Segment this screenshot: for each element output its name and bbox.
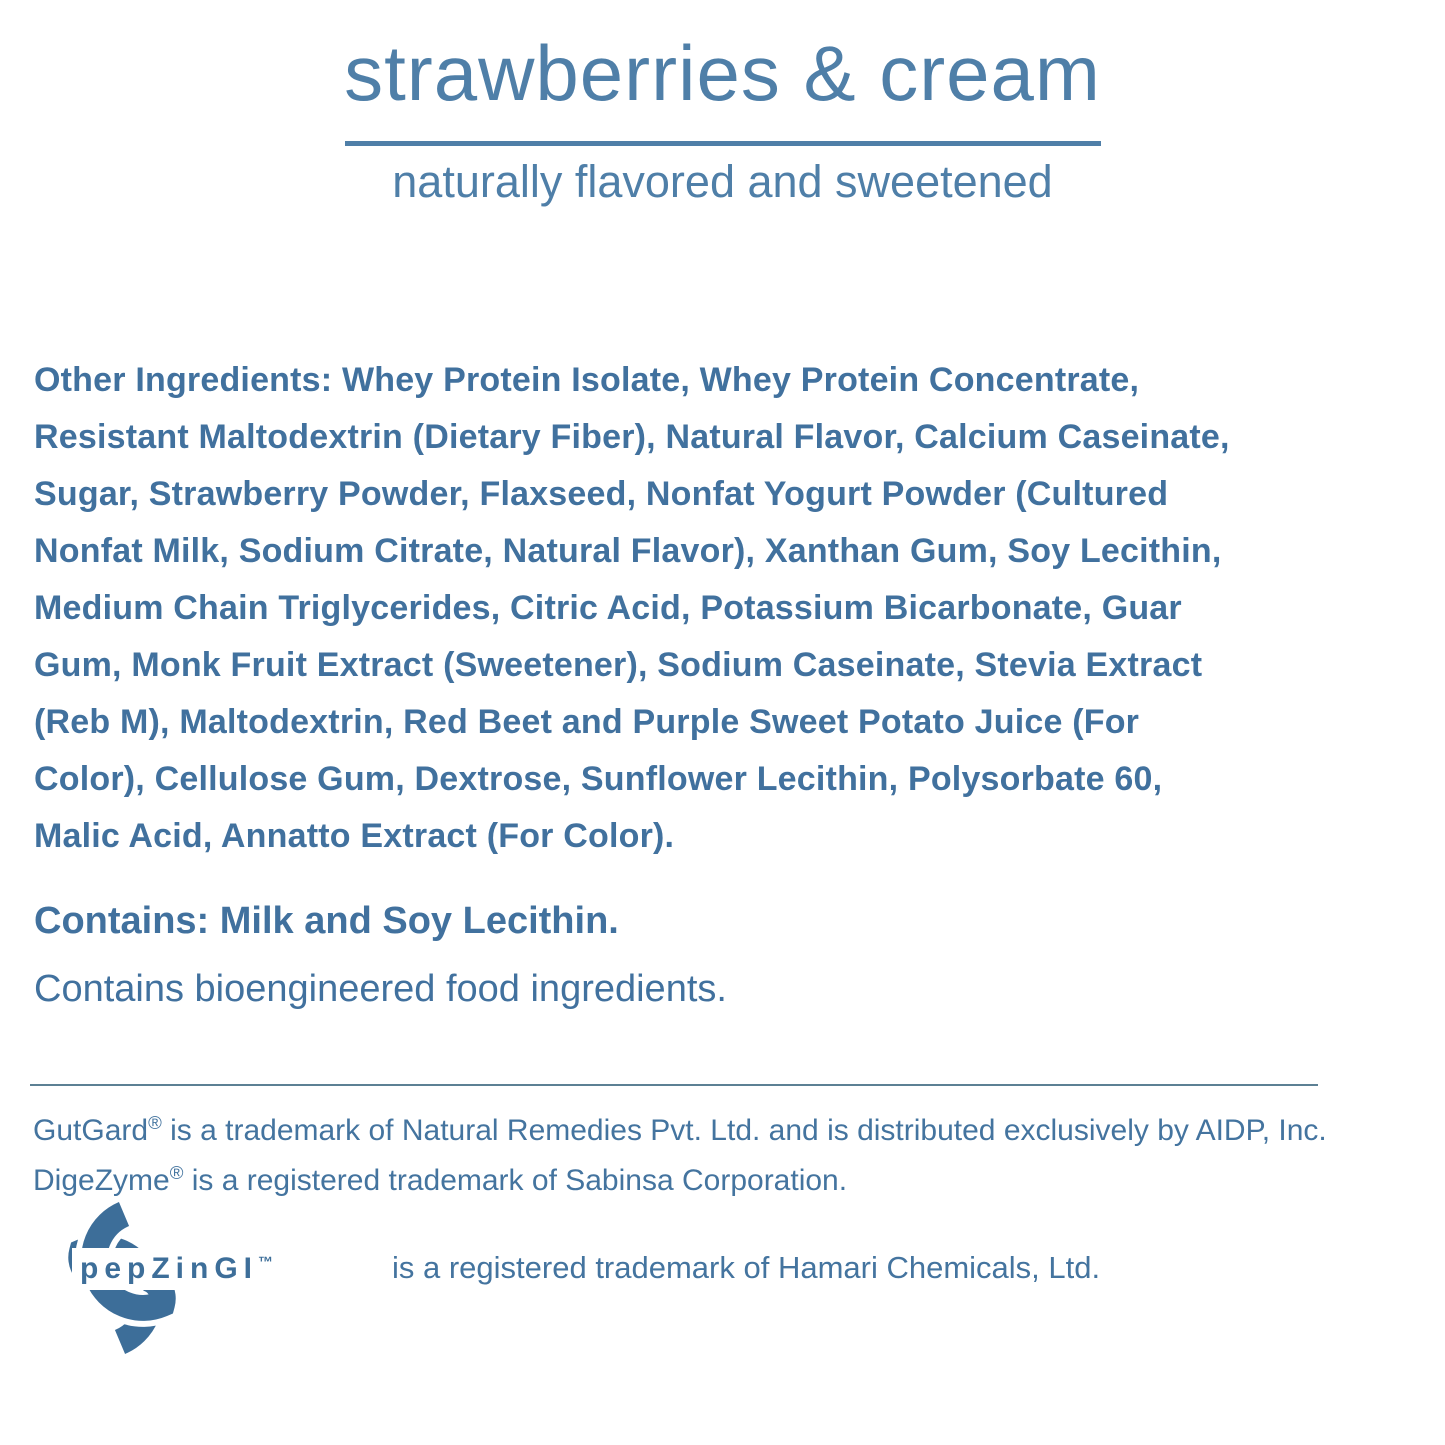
ingredients-line bbox=[34, 352, 1420, 409]
title-underline bbox=[345, 141, 1101, 146]
allergen-label: Contains: bbox=[34, 900, 210, 942]
trademark-mark-icon: ™ bbox=[258, 1254, 273, 1271]
product-flavor-title: strawberries & cream bbox=[344, 29, 1101, 117]
gutgard-name: GutGard bbox=[33, 1114, 149, 1147]
ingredients-line: Sugar, Strawberry Powder, Flaxseed, Nonfat Yogurt Powder (Cultured bbox=[34, 475, 1169, 513]
registered-mark-icon: ® bbox=[169, 1162, 184, 1183]
ingredients-first-line-text: Whey Protein Isolate, Whey Protein Concentrate, bbox=[332, 361, 1140, 399]
pepzingi-trademark-row bbox=[0, 1198, 1445, 1358]
gutgard-trademark-line bbox=[33, 1113, 1327, 1149]
other-ingredients-label: Other Ingredients: bbox=[34, 361, 333, 399]
digezyme-name: DigeZyme bbox=[33, 1164, 170, 1197]
ingredients-line: Gum, Monk Fruit Extract (Sweetener), Sodium Caseinate, Stevia Extract bbox=[34, 646, 1203, 684]
ingredients-line: Color), Cellulose Gum, Dextrose, Sunflower Lecithin, Polysorbate 60, bbox=[34, 760, 1163, 798]
pepzingi-wordmark: pepZinGI bbox=[80, 1252, 258, 1285]
ingredients-line: Malic Acid, Annatto Extract (For Color). bbox=[34, 817, 675, 855]
digezyme-text: is a registered trademark of Sabinsa Corporation. bbox=[183, 1164, 848, 1197]
ingredients-line: (Reb M), Maltodextrin, Red Beet and Purple Sweet Potato Juice (For bbox=[34, 703, 1140, 741]
other-ingredients-paragraph bbox=[34, 352, 1420, 865]
ingredients-line: Medium Chain Triglycerides, Citric Acid, Potassium Bicarbonate, Guar bbox=[34, 589, 1182, 627]
ingredients-line: Resistant Maltodextrin (Dietary Fiber), Natural Flavor, Calcium Caseinate, bbox=[34, 418, 1230, 456]
allergen-statement bbox=[34, 897, 1420, 945]
gutgard-text: is a trademark of Natural Remedies Pvt. Ltd. and is distributed exclusively by AIDP, Inc. bbox=[161, 1114, 1327, 1147]
pepzingi-trademark-text: is a registered trademark of Hamari Chemicals, Ltd. bbox=[392, 1250, 1101, 1285]
ingredients-wrapped-lines bbox=[34, 409, 1420, 865]
bioengineered-statement: Contains bioengineered food ingredients. bbox=[34, 968, 727, 1010]
registered-mark-icon: ® bbox=[148, 1112, 162, 1133]
product-subtitle: naturally flavored and sweetened bbox=[392, 156, 1053, 207]
footer-divider-line bbox=[30, 1084, 1318, 1086]
digezyme-trademark-line bbox=[33, 1163, 847, 1199]
allergen-text: Milk and Soy Lecithin. bbox=[209, 900, 619, 942]
pepzingi-logo-text bbox=[72, 1248, 283, 1290]
ingredients-line: Nonfat Milk, Sodium Citrate, Natural Flavor), Xanthan Gum, Soy Lecithin, bbox=[34, 532, 1222, 570]
label-body bbox=[34, 352, 1420, 1013]
